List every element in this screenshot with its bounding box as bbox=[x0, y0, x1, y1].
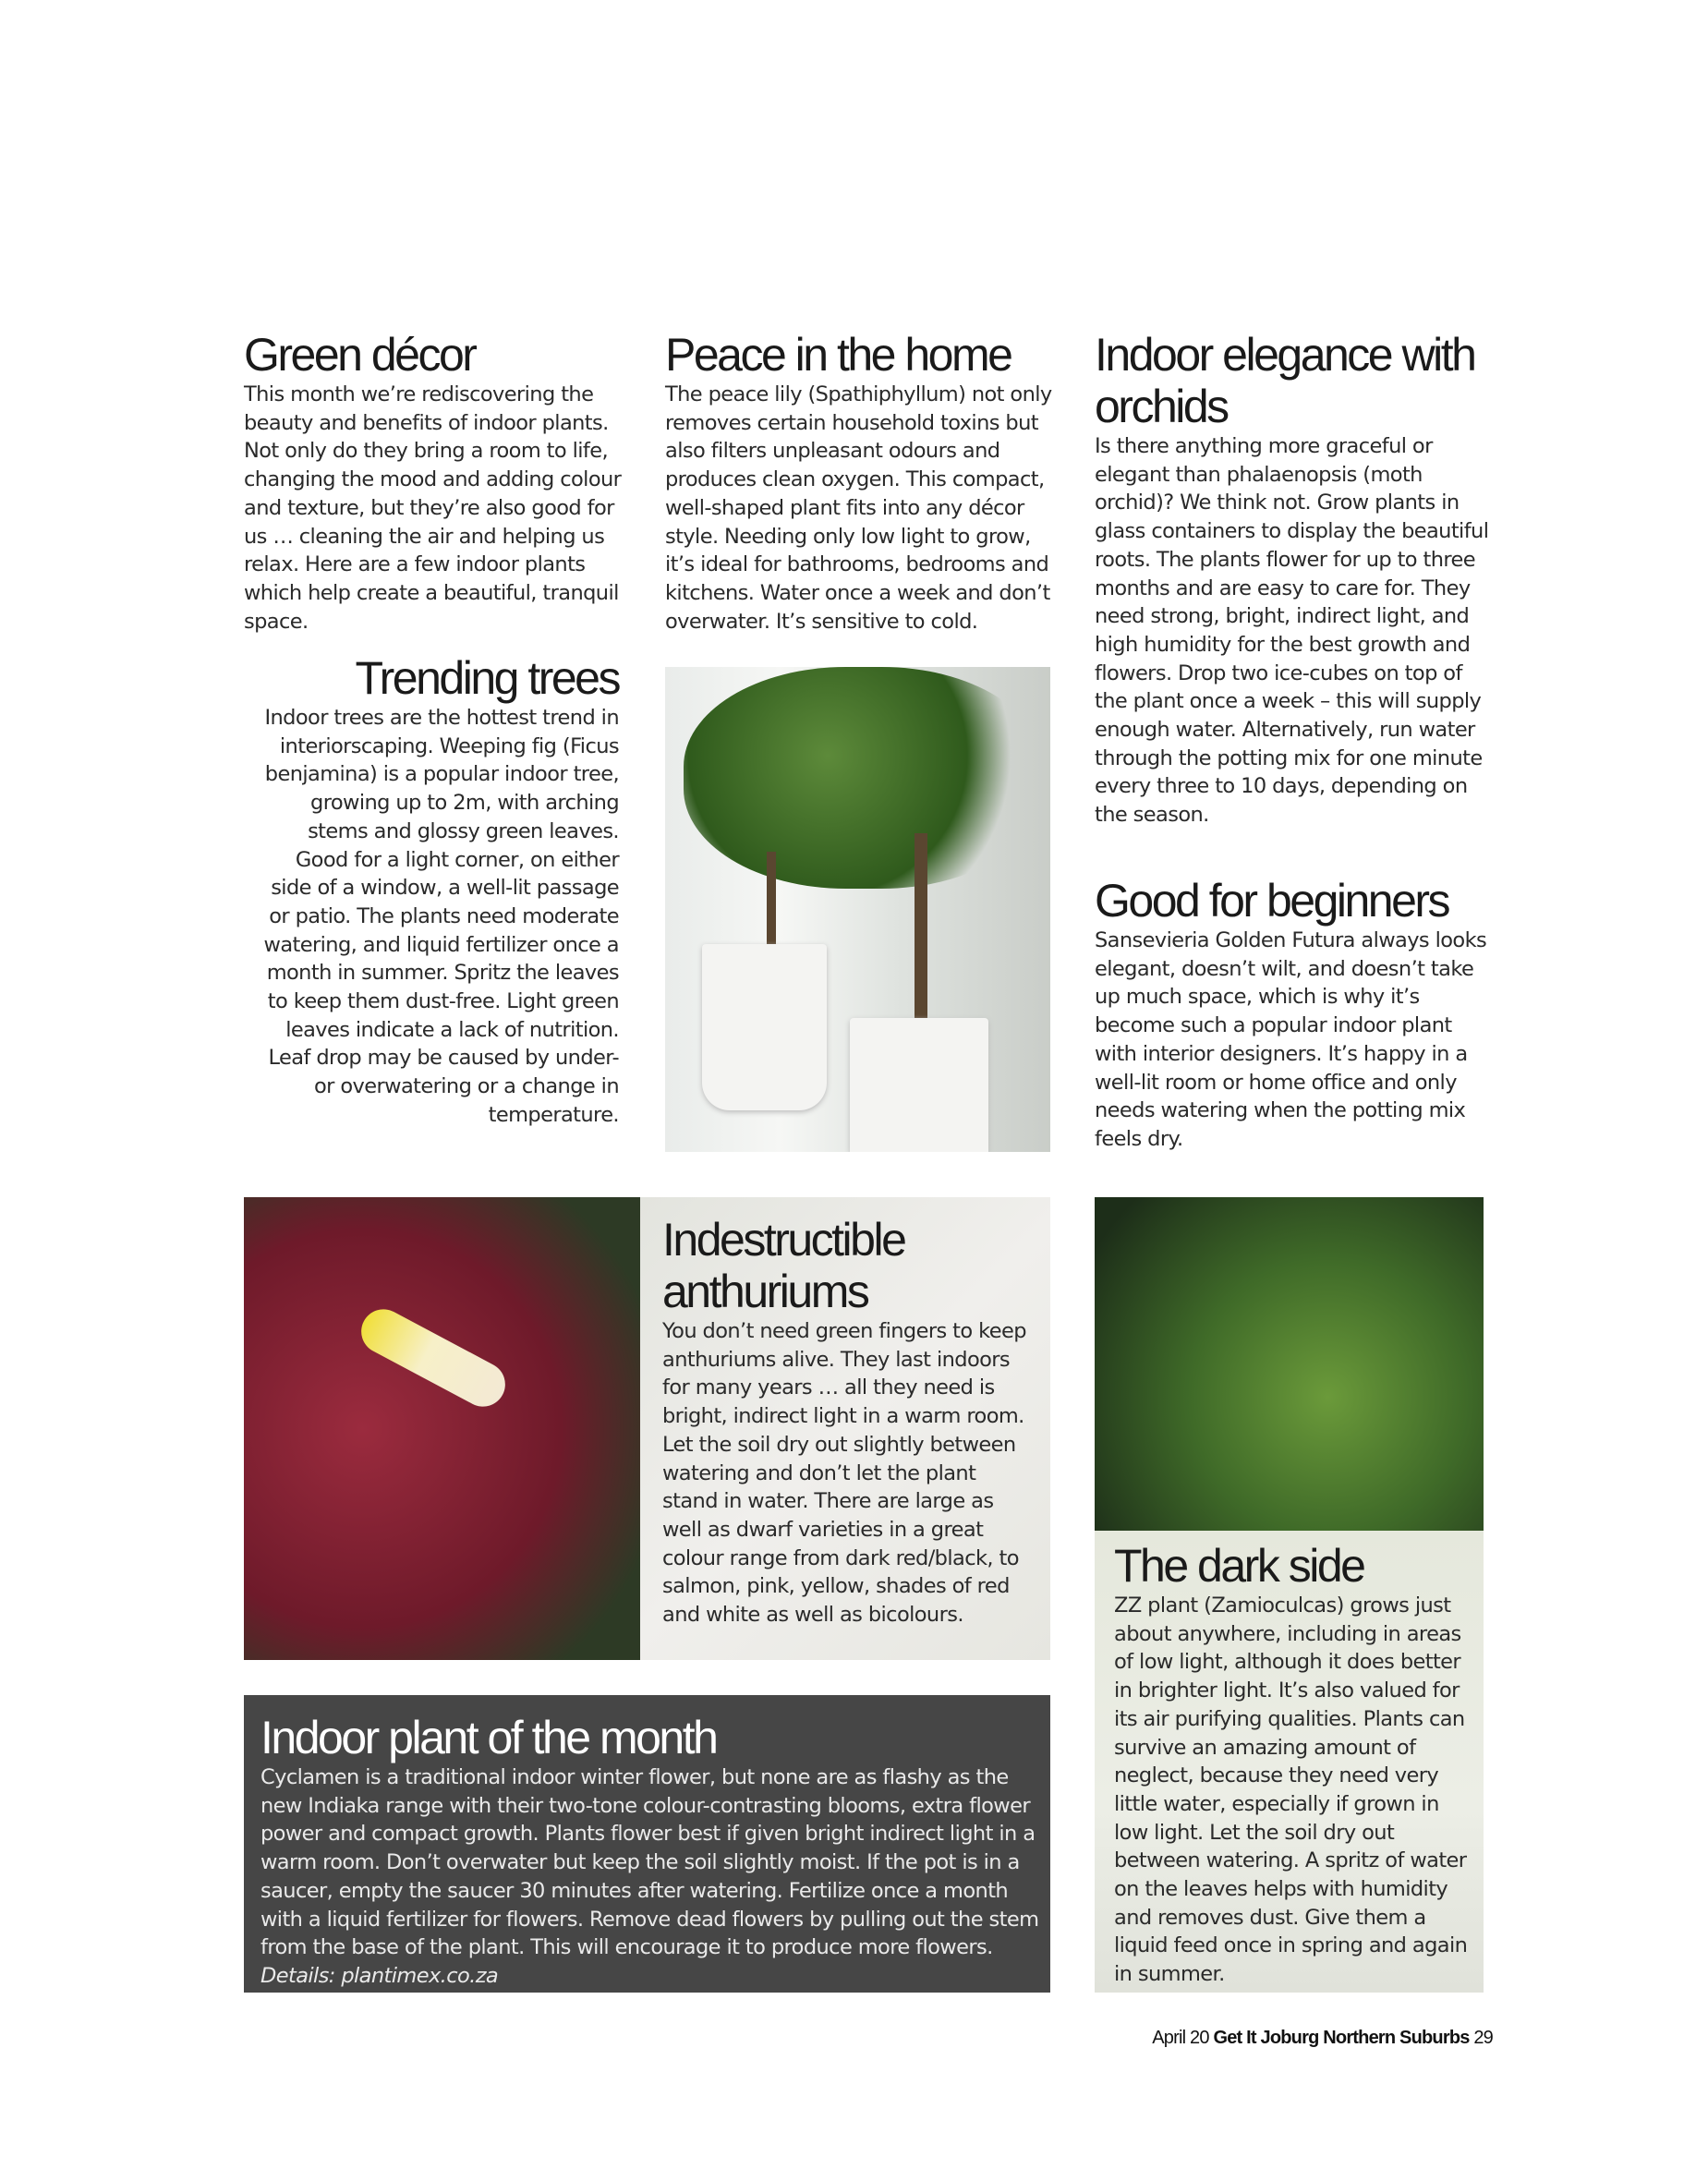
page-number: 29 bbox=[1473, 2028, 1493, 2048]
heading: The dark side bbox=[1114, 1540, 1364, 1592]
issue-date: April 20 bbox=[1152, 2028, 1209, 2048]
body-main: Cyclamen is a traditional indoor winter flower, but none are as flashy as the new Indiaka range with their two-tone colour-contrasting blooms, extra flower power and compact growth. Plants flower best if given bright indirect light in a warm room. Don’t overwater but keep the soil slightly moist. If the pot is in a saucer, empty the saucer 30 minutes after watering. Fertilize once a month with a liquid fertilizer for flowers. Remove dead flowers by pulling out the stem from the base of the plant. This will encourage it to produce more flowers. bbox=[260, 1765, 1039, 1960]
body-text: Sansevieria Golden Futura always looks elegant, doesn’t wilt, and doesn’t take up much space, which is why it’s become such a popular indoor plant with interior designers. It’s happy in a well-lit room or home office and only needs watering when the potting mix feels dry. bbox=[1095, 928, 1487, 1151]
body-text: This month we’re rediscovering the beauty and benefits of indoor plants. Not only do they bring a room to life, changing the mood and adding colour and texture, but they’re also good for us … cleaning the air and helping us relax. Here are a few indoor plants which help create a beautiful, tranquil space. bbox=[244, 382, 622, 634]
heading: Peace in the home bbox=[665, 329, 1011, 381]
article-peace-in-the-home bbox=[665, 329, 1053, 636]
heading: Green décor bbox=[244, 329, 476, 381]
article-green-decor bbox=[244, 329, 623, 636]
body-text: ZZ plant (Zamioculcas) grows just about anywhere, including in areas of low light, although it does better in brighter light. It’s also valued for its air purifying qualities. Plants can survive an amazing amount of neglect, because they need very little water, especially if grown in low light. Let the soil dry out between watering. A spritz of water on the leaves helps with humidity and removes dust. Give them a liquid feed once in spring and again in summer. bbox=[1114, 1593, 1468, 1987]
anthurium-photo bbox=[244, 1197, 640, 1660]
body-text: You don’t need green fingers to keep anthuriums alive. They last indoors for many years … all they need is bright, indirect light in a warm room. Let the soil dry out slightly between watering and don’t let the plant stand in water. There are large as well as dwarf varieties in a great colour range from dark red/black, to salmon, pink, yellow, shades of red and white as well as bicolours. bbox=[662, 1319, 1026, 1628]
heading: Good for beginners bbox=[1095, 875, 1449, 927]
page-footer bbox=[1152, 2028, 1493, 2049]
heading: Indestructible anthuriums bbox=[662, 1214, 905, 1317]
heading: Indoor elegance with orchids bbox=[1095, 329, 1475, 432]
plant-of-the-month-box bbox=[244, 1695, 1050, 1993]
dark-side-panel bbox=[1095, 1531, 1484, 1993]
zz-plant-photo bbox=[1095, 1197, 1484, 1531]
body-text bbox=[260, 1763, 1041, 1991]
article-good-for-beginners bbox=[1095, 875, 1492, 1154]
body-text: Is there anything more graceful or elegant than phalaenopsis (moth orchid)? We think not. Grow plants in glass containers to display the beautiful roots. The plants flower for up to three months and are easy to care for. They need strong, bright, indirect light, and high humidity for the best growth and flowers. Drop two ice-cubes on top of the plant once a week – this will supply enough water. Alternatively, run water through the potting mix for one minute every three to 10 days, depending on the season. bbox=[1095, 434, 1489, 828]
anthurium-panel bbox=[640, 1197, 1050, 1660]
body-text: Indoor trees are the hottest trend in interiorscaping. Weeping fig (Ficus benjamina) is a popular indoor tree, growing up to 2m, with arching stems and glossy green leaves. Good for a light corner, on either side of a window, a well-lit passage or patio. The plants need moderate watering, and liquid fertilizer once a month in summer. Spritz the leaves to keep them dust-free. Light green leaves indicate a lack of nutrition. Leaf drop may be caused by under- or overwatering or a change in temperature. bbox=[263, 706, 619, 1127]
ficus-tree-photo bbox=[665, 667, 1050, 1152]
article-trending-trees bbox=[260, 652, 619, 1130]
details-link[interactable]: Details: plantimex.co.za bbox=[260, 1963, 499, 1988]
heading: Indoor plant of the month bbox=[260, 1712, 717, 1763]
heading: Trending trees bbox=[355, 652, 619, 704]
publication-name: Get It Joburg Northern Suburbs bbox=[1213, 2028, 1470, 2048]
body-text: The peace lily (Spathiphyllum) not only removes certain household toxins but also filters unpleasant odours and produces clean oxygen. This compact, well-shaped plant fits into any décor style. Needing only low light to grow, it’s ideal for bathrooms, bedrooms and kitchens. Water once a week and don’t overwater. It’s sensitive to cold. bbox=[665, 382, 1052, 634]
article-orchids bbox=[1095, 329, 1492, 830]
